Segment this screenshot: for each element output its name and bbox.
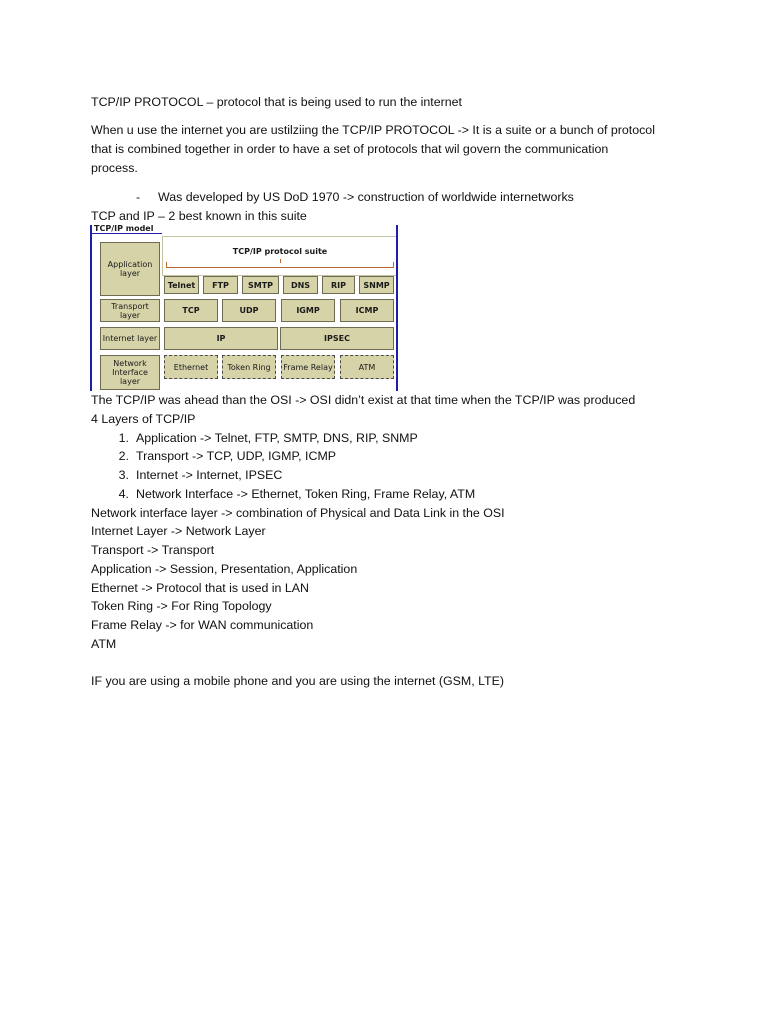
proto-rip: RIP bbox=[322, 276, 355, 294]
layer-transport: Transport layer bbox=[100, 299, 160, 322]
note-line: Internet Layer -> Network Layer bbox=[91, 524, 266, 538]
list-number: 3. bbox=[118, 468, 129, 482]
suite-frame bbox=[162, 236, 398, 276]
proto-token-ring: Token Ring bbox=[222, 355, 276, 379]
proto-igmp: IGMP bbox=[281, 299, 335, 322]
proto-icmp: ICMP bbox=[340, 299, 394, 322]
layers-heading: 4 Layers of TCP/IP bbox=[91, 412, 196, 426]
diagram-title: TCP/IP model bbox=[94, 225, 154, 233]
proto-dns: DNS bbox=[283, 276, 318, 294]
ahead-line: The TCP/IP was ahead than the OSI -> OSI didn’t exist at that time when the TCP/IP was produced bbox=[91, 393, 636, 407]
layer-internet: Internet layer bbox=[100, 327, 160, 350]
intro-line-1: When u use the internet you are ustilziing the TCP/IP PROTOCOL -> It is a suite or a bunch of protocol bbox=[91, 123, 655, 137]
note-line: Application -> Session, Presentation, Application bbox=[91, 562, 358, 576]
bullet-dash: - bbox=[136, 190, 141, 204]
proto-ip: IP bbox=[164, 327, 278, 350]
layer-network-interface: Network Interface layer bbox=[100, 355, 160, 390]
intro-line-3: process. bbox=[91, 161, 138, 175]
list-number: 4. bbox=[118, 487, 129, 501]
tcp-ip-model-diagram bbox=[90, 225, 398, 391]
heading-line: TCP/IP PROTOCOL – protocol that is being used to run the internet bbox=[91, 95, 462, 109]
list-number: 1. bbox=[118, 431, 129, 445]
proto-udp: UDP bbox=[222, 299, 276, 322]
proto-ipsec: IPSEC bbox=[280, 327, 394, 350]
list-item-transport: Transport -> TCP, UDP, IGMP, ICMP bbox=[136, 449, 337, 463]
note-line: Transport -> Transport bbox=[91, 543, 215, 557]
suite-label: TCP/IP protocol suite bbox=[232, 247, 328, 256]
note-line: Frame Relay -> for WAN communication bbox=[91, 618, 314, 632]
list-item-network-interface: Network Interface -> Ethernet, Token Ring, Frame Relay, ATM bbox=[136, 487, 476, 501]
suite-bracket-tick bbox=[280, 259, 281, 263]
list-item-internet: Internet -> Internet, IPSEC bbox=[136, 468, 283, 482]
proto-ftp: FTP bbox=[203, 276, 238, 294]
proto-telnet: Telnet bbox=[164, 276, 199, 294]
tcp-ip-line: TCP and IP – 2 best known in this suite bbox=[91, 209, 307, 223]
mobile-line: IF you are using a mobile phone and you are using the internet (GSM, LTE) bbox=[91, 674, 505, 688]
proto-atm: ATM bbox=[340, 355, 394, 379]
note-line: ATM bbox=[91, 637, 117, 651]
diagram-title-rule bbox=[92, 233, 162, 234]
proto-ethernet: Ethernet bbox=[164, 355, 218, 379]
proto-tcp: TCP bbox=[164, 299, 218, 322]
layer-application: Application layer bbox=[100, 242, 160, 296]
note-line: Token Ring -> For Ring Topology bbox=[91, 599, 272, 613]
list-item-application: Application -> Telnet, FTP, SMTP, DNS, RIP, SNMP bbox=[136, 431, 418, 445]
list-number: 2. bbox=[118, 449, 129, 463]
proto-frame-relay: Frame Relay bbox=[281, 355, 335, 379]
intro-line-2: that is combined together in order to have a set of protocols that wil govern the communication bbox=[91, 142, 609, 156]
proto-snmp: SNMP bbox=[359, 276, 394, 294]
note-line: Network interface layer -> combination of Physical and Data Link in the OSI bbox=[91, 506, 505, 520]
bullet-text: Was developed by US DoD 1970 -> construction of worldwide internetworks bbox=[158, 190, 574, 204]
proto-smtp: SMTP bbox=[242, 276, 279, 294]
note-line: Ethernet -> Protocol that is used in LAN bbox=[91, 581, 309, 595]
